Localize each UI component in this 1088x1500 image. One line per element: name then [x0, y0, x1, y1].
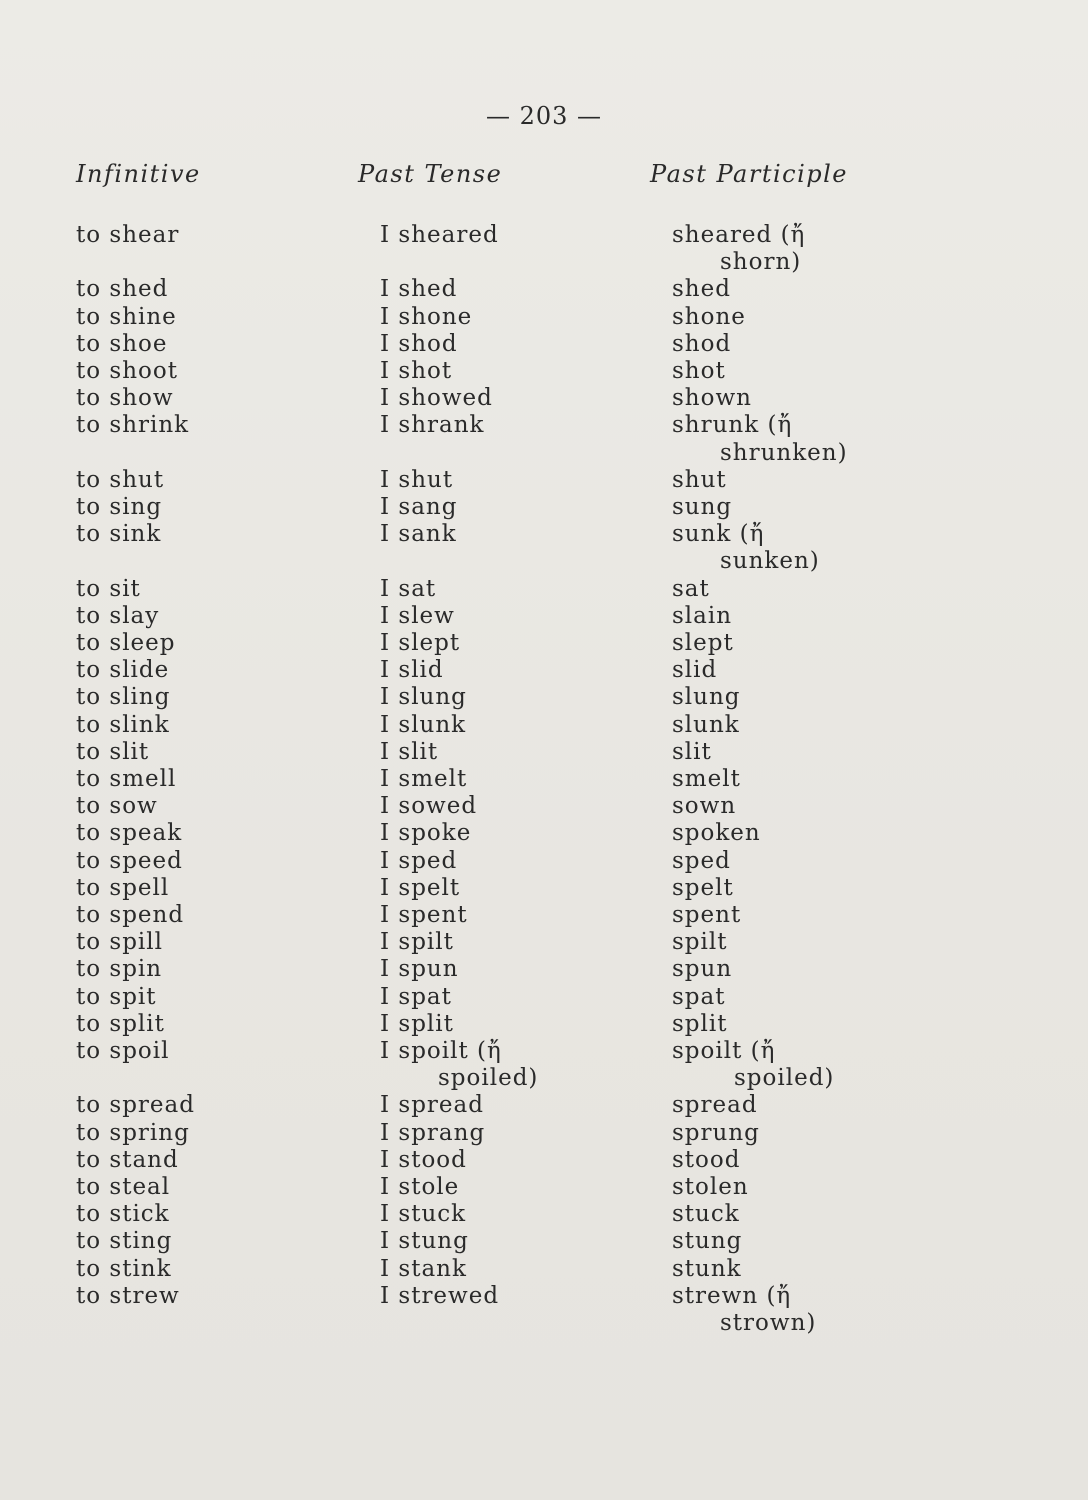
past-participle-cell: slunk [672, 711, 740, 738]
header-infinitive: Infinitive [76, 160, 201, 188]
table-row [0, 902, 1088, 932]
infinitive-cell: to spill [76, 929, 163, 956]
past-participle-cell: shone [672, 303, 746, 330]
infinitive-cell: to stand [76, 1146, 179, 1173]
past-tense-cell: I slept [380, 630, 461, 656]
past-tense-cell: I sat [380, 575, 437, 602]
past-participle-cell: stood [672, 1146, 741, 1173]
past-tense-cell: I sowed [380, 793, 478, 820]
column-headers [0, 160, 1088, 200]
infinitive-cell: to shoe [76, 330, 168, 357]
table-row [0, 1147, 1088, 1177]
past-tense-cell: I spent [380, 902, 468, 928]
infinitive-cell: to sing [76, 494, 163, 520]
past-tense-cell: I showed [380, 385, 493, 412]
table-row [0, 684, 1088, 714]
past-tense-cell: I strewed [380, 1282, 500, 1309]
infinitive-cell: to slide [76, 657, 170, 684]
past-participle-cell: shut [672, 466, 727, 493]
past-participle-cell: shed [672, 276, 731, 303]
past-tense-cell: I slit [380, 738, 439, 765]
past-participle-cell: shown [672, 385, 752, 412]
past-participle-cell: slit [672, 738, 712, 765]
past-tense-cell: I sprang [380, 1119, 486, 1146]
past-participle-cell: stunk [672, 1255, 742, 1282]
past-participle-cell: spoken [672, 820, 761, 847]
past-tense-cell: I sheared [380, 222, 499, 248]
table-row [0, 766, 1088, 796]
past-participle-cell: shot [672, 358, 726, 384]
infinitive-cell: to spin [76, 956, 163, 983]
past-tense-cell: I stuck [380, 1201, 467, 1228]
past-participle-cell: sat [672, 575, 710, 602]
infinitive-cell: to spell [76, 874, 170, 901]
table-row [0, 1092, 1088, 1122]
past-tense-cell: I spun [380, 956, 459, 983]
past-participle-cell: sung [672, 494, 733, 520]
table-row [0, 984, 1088, 1014]
table-row [0, 793, 1088, 823]
table-row [0, 412, 1088, 442]
table-row [0, 521, 1088, 551]
infinitive-cell: to split [76, 1010, 165, 1037]
past-tense-cell: I spread [380, 1092, 484, 1119]
table-row [0, 630, 1088, 660]
past-tense-cell: I spoke [380, 820, 472, 847]
infinitive-cell: to spend [76, 902, 185, 928]
past-tense-cell: I sank [380, 521, 457, 548]
past-tense-cell: I shot [380, 358, 453, 384]
infinitive-cell: to sit [76, 575, 141, 602]
table-row [0, 712, 1088, 742]
infinitive-cell: to steal [76, 1174, 171, 1200]
infinitive-cell: to speak [76, 820, 183, 847]
past-tense-cell: I shod [380, 330, 458, 357]
infinitive-cell: to spoil [76, 1038, 170, 1064]
past-participle-cell: stung [672, 1228, 743, 1255]
past-tense-cell: I slid [380, 657, 444, 684]
infinitive-cell: to shine [76, 303, 177, 330]
infinitive-cell: to sink [76, 521, 162, 548]
infinitive-cell: to stick [76, 1201, 170, 1228]
past-participle-cell: shod [672, 330, 732, 357]
past-tense-cell: I stole [380, 1174, 460, 1200]
past-participle-cell: sheared (ἤ [672, 222, 806, 248]
past-participle-cell: spat [672, 983, 726, 1010]
page-number: — 203 — [485, 102, 603, 130]
past-tense-cell: I stung [380, 1228, 469, 1255]
past-tense-cell: I spelt [380, 874, 461, 901]
infinitive-cell: to sleep [76, 630, 176, 656]
infinitive-cell: to sting [76, 1228, 173, 1255]
table-row [0, 1201, 1088, 1231]
table-row [0, 875, 1088, 905]
infinitive-cell: to slink [76, 711, 170, 738]
infinitive-cell: to shed [76, 276, 169, 303]
infinitive-cell: to shear [76, 222, 180, 248]
table-row [0, 820, 1088, 850]
past-tense-cell: I slunk [380, 711, 467, 738]
table-row [0, 657, 1088, 687]
past-tense-cell: I slew [380, 602, 455, 629]
table-row [0, 276, 1088, 306]
past-tense-cell: I stank [380, 1255, 467, 1282]
past-participle-cell: spread [672, 1092, 758, 1119]
table-row [0, 385, 1088, 415]
infinitive-cell: to sling [76, 684, 171, 711]
infinitive-cell: to spread [76, 1092, 195, 1119]
past-participle-cell: sown [672, 793, 737, 820]
past-participle-cell: smelt [672, 766, 741, 792]
past-participle-cell: stolen [672, 1174, 749, 1200]
table-row [0, 848, 1088, 878]
table-row [0, 222, 1088, 252]
infinitive-cell: to sow [76, 793, 158, 820]
past-participle-cell: strewn (ἤ [672, 1282, 792, 1309]
past-participle-cell: spun [672, 956, 733, 983]
past-participle-cell: slid [672, 657, 718, 684]
past-tense-cell: I slung [380, 684, 467, 711]
past-participle-cell: sped [672, 847, 731, 874]
infinitive-cell: to smell [76, 766, 177, 792]
table-row [0, 1011, 1088, 1041]
past-tense-cell: I stood [380, 1146, 467, 1173]
infinitive-cell: to shoot [76, 358, 178, 384]
table-row [0, 358, 1088, 388]
table-row [0, 1038, 1088, 1068]
table-row [0, 467, 1088, 497]
table-row [0, 1228, 1088, 1258]
infinitive-cell: to slay [76, 602, 160, 629]
table-row [0, 956, 1088, 986]
past-participle-continuation: shorn) [720, 249, 802, 276]
past-tense-cell: I sped [380, 847, 458, 874]
header-past-tense: Past Tense [358, 160, 503, 188]
table-row [0, 494, 1088, 524]
past-participle-cell: sunk (ἤ [672, 521, 765, 548]
past-participle-continuation: sunken) [720, 548, 820, 575]
past-tense-cell: I spilt [380, 929, 454, 956]
past-participle-cell: spent [672, 902, 742, 928]
infinitive-cell: to strew [76, 1282, 180, 1309]
infinitive-cell: to shut [76, 466, 165, 493]
past-participle-continuation: shrunken) [720, 439, 848, 466]
past-participle-cell: spilt [672, 929, 728, 956]
table-row [0, 929, 1088, 959]
table-row [0, 739, 1088, 769]
past-participle-cell: sprung [672, 1119, 760, 1146]
table-row [0, 331, 1088, 361]
table-row [0, 304, 1088, 334]
table-row [0, 1256, 1088, 1286]
header-past-participle: Past Participle [650, 160, 848, 188]
past-participle-continuation: strown) [720, 1310, 817, 1336]
past-tense-cell: I split [380, 1010, 454, 1037]
infinitive-cell: to spit [76, 983, 157, 1010]
past-participle-continuation: spoiled) [734, 1065, 835, 1092]
past-participle-cell: slept [672, 630, 734, 656]
past-tense-cell: I spoilt (ἤ [380, 1038, 502, 1064]
past-tense-cell: I spat [380, 983, 452, 1010]
past-participle-cell: slung [672, 684, 741, 711]
infinitive-cell: to show [76, 385, 174, 412]
table-row [0, 576, 1088, 606]
past-tense-cell: I shut [380, 466, 454, 493]
past-tense-cell: I shrank [380, 412, 485, 439]
past-participle-cell: stuck [672, 1201, 740, 1228]
past-tense-cell: I sang [380, 494, 458, 520]
past-participle-cell: split [672, 1010, 728, 1037]
past-participle-cell: shrunk (ἤ [672, 412, 793, 439]
infinitive-cell: to spring [76, 1119, 190, 1146]
past-tense-cell: I shone [380, 303, 473, 330]
past-tense-cell: I shed [380, 276, 458, 303]
past-participle-cell: spelt [672, 874, 734, 901]
past-participle-cell: spoilt (ἤ [672, 1038, 776, 1064]
past-participle-cell: slain [672, 602, 733, 629]
table-row [0, 1120, 1088, 1150]
past-tense-continuation: spoiled) [438, 1065, 539, 1092]
table-row [0, 603, 1088, 633]
table-row [0, 1283, 1088, 1313]
past-tense-cell: I smelt [380, 766, 468, 792]
infinitive-cell: to speed [76, 847, 183, 874]
infinitive-cell: to stink [76, 1255, 172, 1282]
infinitive-cell: to shrink [76, 412, 190, 439]
table-row [0, 1174, 1088, 1204]
infinitive-cell: to slit [76, 738, 150, 765]
